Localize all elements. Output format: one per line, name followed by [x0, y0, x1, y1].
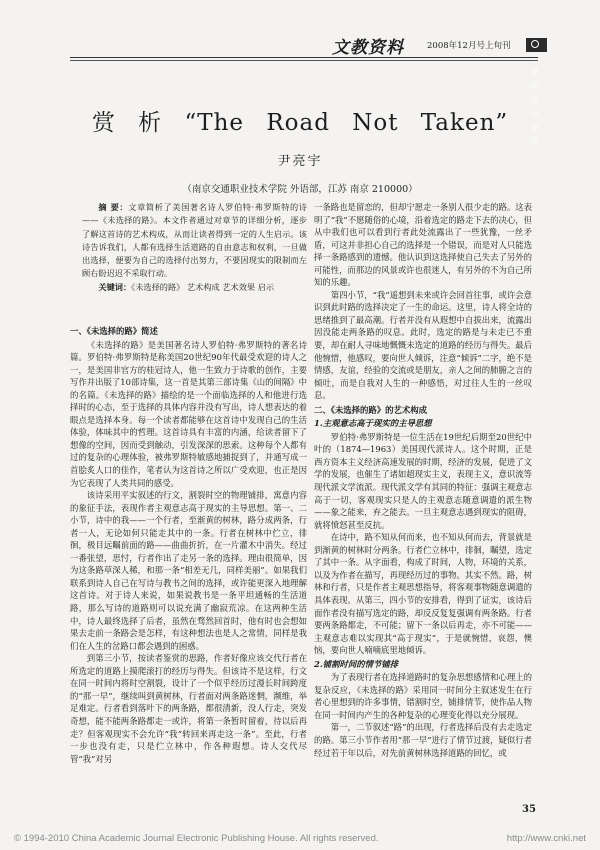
author-name: 尹亮宇 — [277, 154, 323, 169]
page-number: 35 — [522, 804, 536, 815]
abstract-label: 摘 要： — [98, 202, 129, 212]
column-badge — [526, 38, 547, 147]
keywords-label: 关键词： — [98, 281, 132, 292]
copyright-text: © 1994-2010 China Academic Journal Electronic Publishing House. All rights reserved. — [14, 833, 379, 844]
paragraph: 一条路也是留恋的，但却宁愿走一条别人很少走的路。这表明了“我”不愿随俗的心境，沿着选定的路走下去的决心，但从中我们也可以看到行者此处流露出了一些犹豫，一丝矛盾，可这并非担心自己的选择是一个错误，而是对人只能选择一条路感到的遗憾。他认识到这选择使自己失去了另外的可能性，而那边的风景或许也很迷人，有另外的不为自己所知的乐趣。 — [314, 202, 532, 288]
left-column — [70, 323, 307, 765]
abstract-block — [82, 201, 307, 294]
footer-url: http://www.cnki.net — [506, 833, 586, 844]
paragraph: 为了表现行者在选择道路时的复杂思想感情和心理上的复杂反应，《未选择的路》采用同一时间分主叙述发生在行者心里想到的许多事情，错割时空，铺排情节，使作品人物在同一时间内产生的各种复杂的心理变化得以充分展现。 — [314, 672, 532, 720]
paragraph: 罗伯特·弗罗斯特是一位生活在19世纪后期至20世纪中叶的（1874—1963）美国现代派诗人。这个时期，正是西方资本主义经济高速发展的时期，经济的发展，促进了文学的发展，也催生了诸如超现实主义，表现主义，意识流等现代派文学流派。现代派文学有其同的特征：强调主观意志高于一切，客观现实只是人的主观意志随意调遣的派生物——象之能来，弃之能去。一旦主观意志遇到现实的阻碍，就将愤怒甚至反抗。 — [314, 431, 532, 530]
right-column — [314, 201, 532, 759]
journal-name: 文教资料 — [332, 38, 404, 58]
section-heading: 一、《未选择的路》简述 — [70, 326, 158, 336]
paragraph: 第四小节，“我”遥想到未来或许会回首往事，或许会意识到此时路的选择决定了一生的命运。这里，诗人将全诗的思绪推到了最高潮。行者并没有从遐想中自拔出来，流露出因没能走两条路的叹息。此时，选定的路是与未走已不重要，却在耐人寻味地慨慨未选定的道路的经历与得失。最后他惋惜，他感叹，要向世人倾诉，注意“倾诉”二字，绝不是情感，友谊，经验的交流或是朋友，亲人之间的肺腑之言的倾吐，而是自我对人生的一种感悟，对过往人生的一丝叹息。 — [314, 289, 532, 401]
section-heading: 二、《未选择的路》的艺术构成 — [314, 404, 428, 415]
header-rule — [70, 57, 538, 58]
issue-label: 2008年12月号上旬刊 — [427, 41, 511, 51]
affiliation: （南京交通职业技术学院 外语部，江苏 南京 210000） — [182, 184, 418, 195]
paragraph: 在诗中，路不知从何而来，也不知从何而去，背景就是到渐黄的树林时分两条。行者伫立林中，徘徊，瞩望，选定了其中一条。从字面看，构成了时间，人物，环境的关系，以及为作者在描写，再现经历过的事物。其实不然。路，树林和行者，只是作者主观思想指导，将客观事物随意调遣的具体表现。从第三，四小节的安排看，得到了证实，该诗后面作者没有描写选定的路，却反反复复强调有两条路。行者要两条路都走，不可能；留下一条以后再走，亦不可能——主观意志难以实现其“高于现实”，于是就惋惜，哀怨，懊恼，要向世人喃喃底里地倾诉。 — [314, 532, 532, 656]
abstract-text: 文章简析了美国著名诗人罗伯特·弗罗斯特的诗——《未选择的路》。本文作者通过对章节的详细分析，逐步了解这首诗的艺术构成，从而让读者得到一定的人生启示。该诗告诉我们，人都有选择生活道路的自由意志和权利，一旦做出选择，便要为自己的选择付出努力，不要因现实的限制而左顾右盼迟迟不采取行动。 — [82, 202, 307, 279]
paragraph: 该诗采用平实叙述的行文，割裂时空的物理铺排，寓意内容的象征手法，表现作者主观意志高于现实的主导思想。第一、二小节，诗中的我——一个行者，至渐黄的树林，路分成两条，行者一人，无论如何只能走其中的一条。行者在树林中伫立，徘徊，极目远瞩前面的路——曲曲折折，在一片灌木中消失。经过一番张望，思忖，行者作出了走另一条的选择。理由很简单，因为这条路草深人稀，和那一条“相差无几，同样美丽”。如果我们联系到诗人自己在写诗与教书之间的选择，或许能更深入地理解这首诗。对于诗人来说，如果说教书是一条平坦通畅的生活道路，那么写诗的道路则可以说充满了幽寂荒凉。在这两种生活中，诗人最终选择了后者，虽然在骛然回首时，他有时也会想如果去走前一条路会是怎样，有这种想法也是人之常情，同样是我们在人生的岔路口都会遇到的困惑。 — [70, 490, 307, 651]
subsection-heading: 1.主观意志高于现实的主导思想 — [314, 418, 432, 429]
subsection-heading: 2.铺割时间的情节铺排 — [314, 658, 399, 669]
paragraph: 第一，二节叙述“路”的出现，行者选择后没有去走选定的路。第三小节作者用“那一早”进行了情节过渡，疑似行者经过若干年以后，对先前黄树林选择道路的回忆，或 — [314, 722, 532, 758]
copyright-footer — [14, 833, 586, 844]
paragraph: 《未选择的路》是美国著名诗人罗伯特·弗罗斯特的著名诗篇。罗伯特·弗罗斯特是称美国20世纪90年代最受欢迎的诗人之一，是美国非官方的桂冠诗人，他一生致力于诗歌的创作，主要写作并出版了10部诗集，这一首是其第三部诗集《山的间隔》中的名篇。《未选择的路》描绘的是一个面临选择的人和他进行选择时的心态，至于选择的具体内容并没有写出，诗人想表达的着眼点是选择本身。每一个读者都能够在这首诗中发现自己的生活体验，体味其中的哲理。这首诗具有丰富的内涵，给读者留下了想像的空间，因而受到触动，引发深深的思索。这种每个人都有过的复杂的心理体验，被弗罗斯特敏感地捕捉到了，并通写成一首脍炙人口的佳作，笔者认为这首诗之所以广受欢迎，也正是因为它表现了人类共同的感受。 — [70, 339, 307, 488]
keywords-text: 《未选择的路》 艺术构成 艺术效果 启示 — [131, 281, 275, 292]
header-rule-thin — [70, 60, 538, 61]
paragraph: 到第三小节，按读者鉴赏的思路，作者好像应该交代行者在所选定的道路上摸爬滚打的经历与得失。但该诗不是这样，行文在同一时间内将时空割裂，设计了一个似乎经历过漫长时间跨度的“那一早”，继续叫到黄树林，行者面对两条路迷惘，濒维，举足难定。行者看到落叶下的两条路，都很清新，没人行走，突发奇想，能不能两条路都走一或许，将第一条暂时留着，待以后再走？但客观现实不会允许“我”转回来再走这一条”。至此，行者一步也没有走，只是伫立林中，作各种遐想。诗人交代尽管“我”对另 — [70, 653, 307, 764]
column-label: 文学语言学研究 — [531, 54, 539, 147]
circle-icon — [531, 40, 539, 48]
article-title: 赏 析 “The Road Not Taken” — [91, 110, 509, 136]
